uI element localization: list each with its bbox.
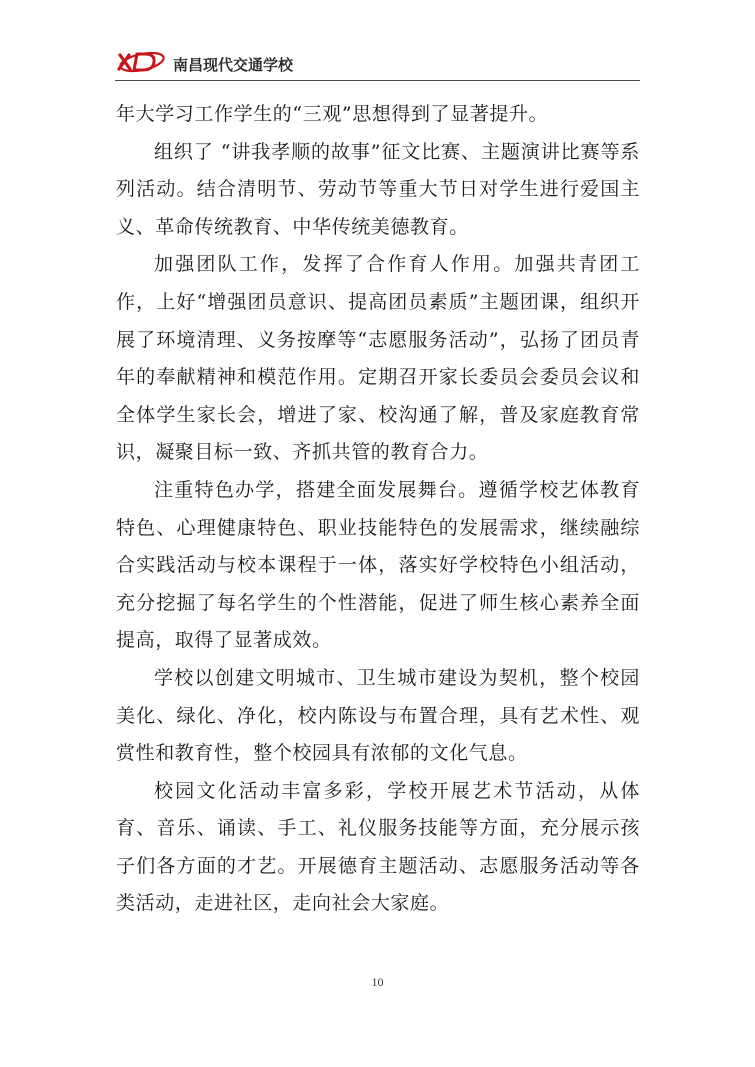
paragraph-6: 校园文化活动丰富多彩，学校开展艺术节活动，从体育、音乐、诵读、手工、礼仪服务技能等方面，充分展示孩子们各方面的才艺。开展德育主题活动、志愿服务活动等各类活动，走进社区，走向社会大家庭。 [116,779,640,915]
paragraph-5: 学校以创建文明城市、卫生城市建设为契机，整个校园美化、绿化、净化，校内陈设与布置合理，具有艺术性、观赏性和教育性，整个校园具有浓郁的文化气息。 [116,666,640,765]
paragraph-4: 注重特色办学，搭建全面发展舞台。遵循学校艺体教育特色、心理健康特色、职业技能特色的发展需求，继续融综合实践活动与校本课程于一体，落实好学校特色小组活动，充分挖掘了每名学生的个性潜能，促进了师生核心素养全面提高，取得了显著成效。 [116,478,640,652]
page-header [115,47,640,79]
header-divider [115,80,640,81]
paragraph-1: 年大学习工作学生的“三观”思想得到了显著提升。 [116,103,549,125]
page-number: 10 [371,975,384,989]
paragraph-3: 加强团队工作，发挥了合作育人作用。加强共青团工作，上好“增强团员意识、提高团员素质”主题团课，组织开展了环境清理、义务按摩等“志愿服务活动”，弘扬了团员青年的奉献精神和模范作用。定期召开家长委员会委员会议和全体学生家长会，增进了家、校沟通了解，普及家庭教育常识，凝聚目标一致、齐抓共管的教育合力。 [116,253,640,464]
xd-logo-icon [115,49,165,75]
document-body [116,96,640,923]
school-name: 南昌现代交通学校 [173,56,294,74]
paragraph-2: 组织了 “讲我孝顺的故事”征文比赛、主题演讲比赛等系列活动。结合清明节、劳动节等重大节日对学生进行爱国主义、革命传统教育、中华传统美德教育。 [116,140,640,238]
